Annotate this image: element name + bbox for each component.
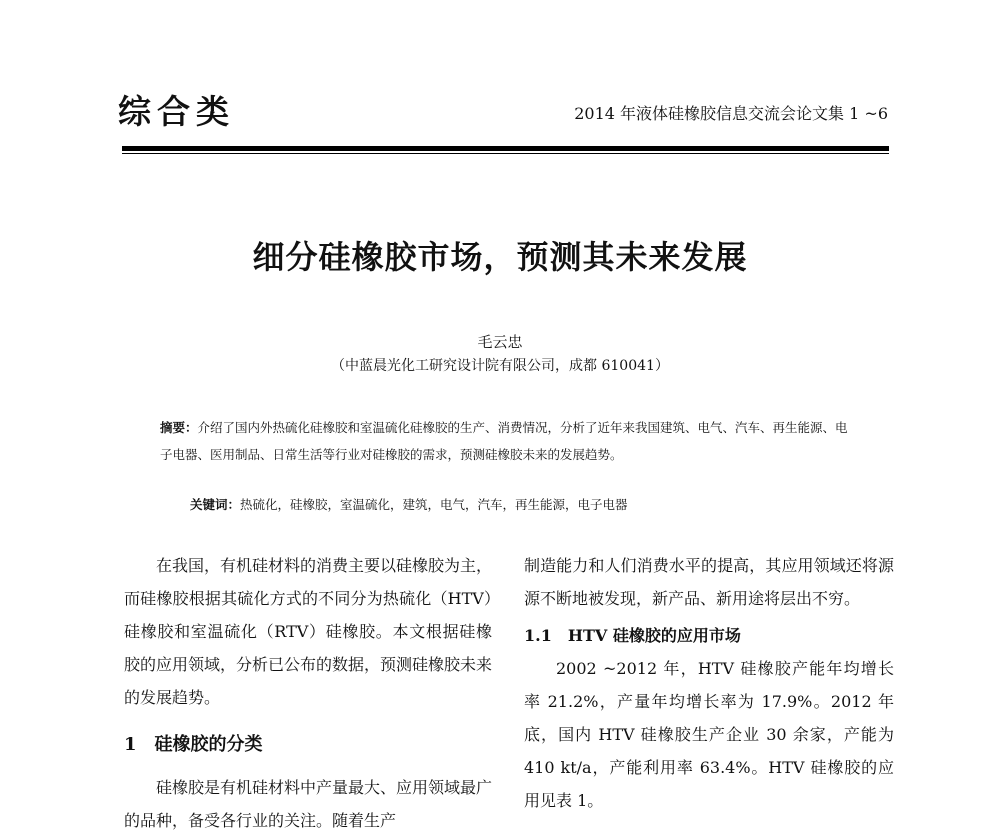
keywords-label: 关键词： [190,497,241,512]
intro-paragraph: 在我国，有机硅材料的消费主要以硅橡胶为主，而硅橡胶根据其硫化方式的不同分为热硫化（HTV）硅橡胶和室温硫化（RTV）硅橡胶。本文根据硅橡胶的应用领域，分析已公布的数据，预测硅橡胶未来的发展趋势。 [124,556,493,707]
author-affiliation: （中蓝晨光化工研究设计院有限公司，成都 610041） [331,358,669,374]
abstract [160,414,860,468]
subsection-1-1-paragraph: 2002 ~2012 年，HTV 硅橡胶产能年均增长率 21.2%，产量年均增长率为 17.9%。2012 年底，国内 HTV 硅橡胶生产企业 30 余家，产能为 410 kt/a，产能利用率 63.4%。HTV 硅橡胶的应用见表 1。 [524,659,894,810]
abstract-text: 介绍了国内外热硫化硅橡胶和室温硫化硅橡胶的生产、消费情况，分析了近年来我国建筑、电气、汽车、再生能源、电子电器、医用制品、日常生活等行业对硅橡胶的需求，预测硅橡胶未来的发展趋势。 [160,420,848,462]
journal-citation: 2014 年液体硅橡胶信息交流会论文集 1 ~6 [574,104,888,123]
author-name: 毛云忠 [477,333,523,351]
subsection-1-1-heading: 1.1 HTV 硅橡胶的应用市场 [524,626,741,645]
continued-paragraph: 制造能力和人们消费水平的提高，其应用领域还将源源不断地被发现，新产品、新用途将层出不穷。 [524,556,894,608]
keywords [190,495,870,513]
header-rule-thick [122,146,889,151]
section-label: 综合类 [118,92,235,131]
section-1-heading: 1 硅橡胶的分类 [124,734,263,755]
section-1-paragraph: 硅橡胶是有机硅材料中产量最大、应用领域最广的品种，备受各行业的关注。随着生产 [124,778,493,830]
keywords-text: 热硫化，硅橡胶，室温硫化，建筑，电气，汽车，再生能源，电子电器 [240,497,628,512]
left-column [124,549,492,837]
paper-title: 细分硅橡胶市场，预测其未来发展 [252,238,748,276]
right-column [524,549,894,817]
header-rule-thin [122,153,889,154]
abstract-label: 摘要： [160,420,198,435]
